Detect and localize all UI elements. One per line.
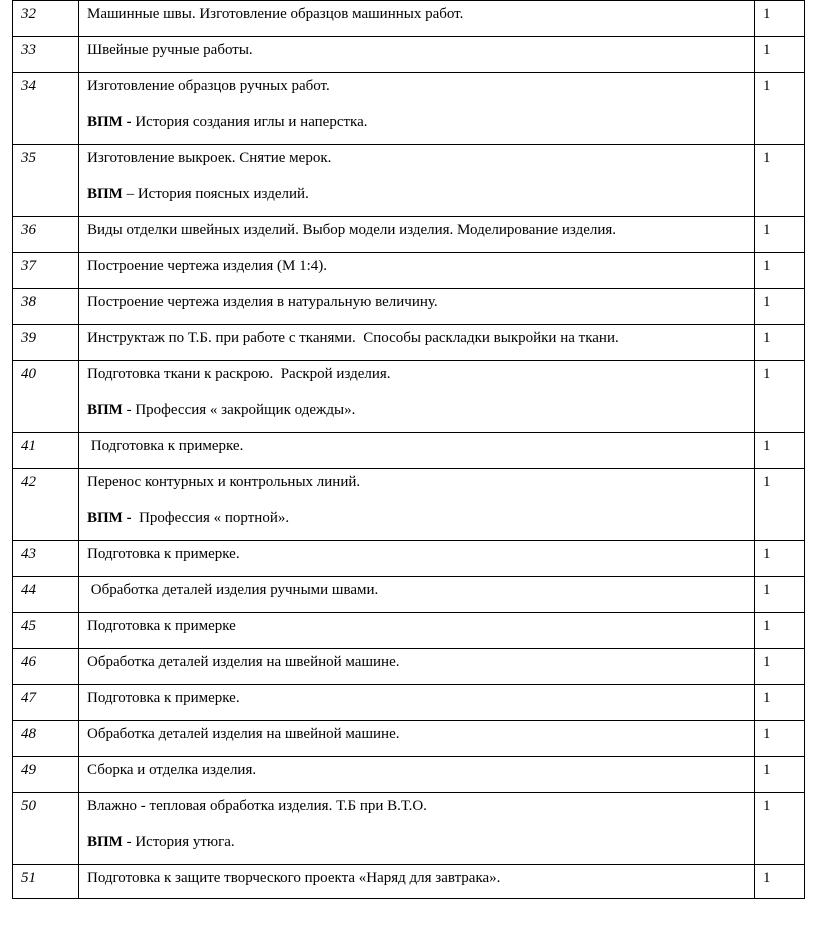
- lesson-topic: Подготовка к примерке.: [87, 438, 244, 454]
- lesson-hours: 1: [755, 469, 805, 541]
- table-row: [13, 541, 805, 577]
- lesson-topic-cell: [79, 325, 755, 361]
- table-row: [13, 217, 805, 253]
- table-row: [13, 685, 805, 721]
- table-row: [13, 613, 805, 649]
- lesson-topic-cell: [79, 793, 755, 865]
- lesson-number: 51: [13, 865, 79, 899]
- lesson-topic: Изготовление образцов ручных работ.: [87, 78, 330, 94]
- table-row: [13, 721, 805, 757]
- lesson-topic: Подготовка к примерке: [87, 618, 236, 634]
- vpm-text: - Профессия « закройщик одежды».: [122, 402, 356, 418]
- lesson-number: 35: [13, 145, 79, 217]
- table-row: [13, 253, 805, 289]
- lesson-topic-cell: [79, 865, 755, 899]
- lesson-number: 39: [13, 325, 79, 361]
- lesson-hours: 1: [755, 865, 805, 899]
- table-row: [13, 361, 805, 433]
- vpm-label: ВПМ -: [87, 114, 132, 130]
- lesson-topic-cell: [79, 541, 755, 577]
- table-row: [13, 433, 805, 469]
- table-row: [13, 793, 805, 865]
- lesson-hours: 1: [755, 253, 805, 289]
- vpm-text: История создания иглы и наперстка.: [131, 114, 368, 130]
- lesson-hours: 1: [755, 145, 805, 217]
- lesson-topic-cell: [79, 217, 755, 253]
- lesson-topic: Инструктаж по Т.Б. при работе с тканями. Способы раскладки выкройки на ткани.: [87, 330, 619, 346]
- lesson-topic-cell: [79, 433, 755, 469]
- lesson-topic: Перенос контурных и контрольных линий.: [87, 474, 361, 490]
- lesson-topic-cell: [79, 649, 755, 685]
- lesson-number: 33: [13, 37, 79, 73]
- vpm-label: ВПМ: [87, 402, 123, 418]
- lesson-topic: Обработка деталей изделия на швейной машине.: [87, 726, 400, 742]
- lesson-topic-cell: [79, 721, 755, 757]
- lesson-hours: 1: [755, 433, 805, 469]
- lesson-hours: 1: [755, 613, 805, 649]
- lesson-number: 46: [13, 649, 79, 685]
- vpm-label: ВПМ: [87, 186, 123, 202]
- lesson-number: 48: [13, 721, 79, 757]
- lesson-topic-cell: [79, 253, 755, 289]
- table-row: [13, 73, 805, 145]
- lesson-topic: Изготовление выкроек. Снятие мерок.: [87, 150, 332, 166]
- lesson-number: 42: [13, 469, 79, 541]
- lesson-topic-cell: [79, 1, 755, 37]
- lesson-number: 50: [13, 793, 79, 865]
- lesson-topic-cell: [79, 757, 755, 793]
- vpm-label: ВПМ -: [87, 510, 132, 526]
- vpm-note: [87, 185, 746, 203]
- lesson-topic: Подготовка ткани к раскрою. Раскрой изделия.: [87, 366, 391, 382]
- table-row: [13, 865, 805, 899]
- vpm-note: [87, 833, 746, 851]
- table-row: [13, 757, 805, 793]
- table-row: [13, 649, 805, 685]
- table-row: [13, 145, 805, 217]
- lesson-number: 34: [13, 73, 79, 145]
- lesson-hours: 1: [755, 217, 805, 253]
- lesson-topic: Виды отделки швейных изделий. Выбор модели изделия. Моделирование изделия.: [87, 222, 617, 238]
- lesson-hours: 1: [755, 721, 805, 757]
- lesson-topic-cell: [79, 289, 755, 325]
- lesson-hours: 1: [755, 73, 805, 145]
- table-row: [13, 577, 805, 613]
- vpm-note: [87, 509, 746, 527]
- lesson-number: 37: [13, 253, 79, 289]
- lessons-table-body: [13, 1, 805, 899]
- table-row: [13, 1, 805, 37]
- lesson-topic: Подготовка к примерке.: [87, 690, 240, 706]
- vpm-note: [87, 401, 746, 419]
- lesson-topic-cell: [79, 577, 755, 613]
- lesson-topic: Подготовка к примерке.: [87, 546, 240, 562]
- lesson-hours: 1: [755, 37, 805, 73]
- lesson-topic: Подготовка к защите творческого проекта «Наряд для завтрака».: [87, 870, 501, 886]
- lesson-hours: 1: [755, 685, 805, 721]
- lesson-topic: Сборка и отделка изделия.: [87, 762, 257, 778]
- lesson-topic: Влажно - тепловая обработка изделия. Т.Б при В.Т.О.: [87, 798, 427, 814]
- lesson-number: 49: [13, 757, 79, 793]
- lesson-hours: 1: [755, 289, 805, 325]
- lesson-hours: 1: [755, 541, 805, 577]
- lesson-topic-cell: [79, 145, 755, 217]
- lesson-number: 47: [13, 685, 79, 721]
- lesson-hours: 1: [755, 577, 805, 613]
- lesson-number: 38: [13, 289, 79, 325]
- vpm-text: – История поясных изделий.: [122, 186, 309, 202]
- lesson-topic-cell: [79, 361, 755, 433]
- lesson-topic: Обработка деталей изделия ручными швами.: [87, 582, 379, 598]
- lesson-number: 45: [13, 613, 79, 649]
- lesson-hours: 1: [755, 757, 805, 793]
- lesson-topic-cell: [79, 685, 755, 721]
- vpm-text: - История утюга.: [122, 834, 235, 850]
- lesson-topic: Машинные швы. Изготовление образцов машинных работ.: [87, 6, 464, 22]
- table-row: [13, 325, 805, 361]
- lesson-number: 40: [13, 361, 79, 433]
- lesson-topic: Швейные ручные работы.: [87, 42, 253, 58]
- lesson-hours: 1: [755, 1, 805, 37]
- table-row: [13, 37, 805, 73]
- lesson-number: 43: [13, 541, 79, 577]
- lesson-hours: 1: [755, 649, 805, 685]
- vpm-text: Профессия « портной».: [131, 510, 290, 526]
- lesson-number: 41: [13, 433, 79, 469]
- lesson-number: 44: [13, 577, 79, 613]
- vpm-label: ВПМ: [87, 834, 123, 850]
- vpm-note: [87, 113, 746, 131]
- lesson-topic-cell: [79, 469, 755, 541]
- lessons-table: [12, 0, 805, 899]
- lesson-topic: Построение чертежа изделия (М 1:4).: [87, 258, 328, 274]
- lesson-topic: Обработка деталей изделия на швейной машине.: [87, 654, 400, 670]
- lesson-hours: 1: [755, 793, 805, 865]
- lesson-hours: 1: [755, 361, 805, 433]
- lesson-number: 36: [13, 217, 79, 253]
- lesson-number: 32: [13, 1, 79, 37]
- lesson-hours: 1: [755, 325, 805, 361]
- table-row: [13, 469, 805, 541]
- lesson-topic-cell: [79, 613, 755, 649]
- lesson-topic-cell: [79, 37, 755, 73]
- lesson-topic-cell: [79, 73, 755, 145]
- table-row: [13, 289, 805, 325]
- lesson-topic: Построение чертежа изделия в натуральную величину.: [87, 294, 438, 310]
